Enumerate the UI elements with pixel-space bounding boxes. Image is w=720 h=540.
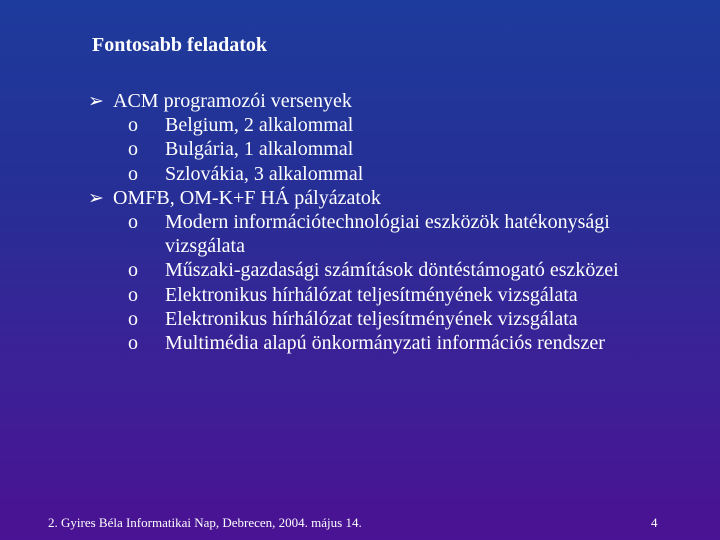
sub-bullet-marker: o xyxy=(128,211,138,234)
sub-bullet-text: Belgium, 2 alkalommal xyxy=(165,114,354,137)
sub-bullet-text: Modern információtechnológiai eszközök hatékonysági vizsgálata xyxy=(165,211,610,258)
sub-bullet xyxy=(88,331,635,355)
sub-bullet-text: Műszaki-gazdasági számítások döntéstámogató eszközei xyxy=(165,259,619,282)
arrow-bullet-icon: ➢ xyxy=(88,186,104,209)
main-bullet-omfb xyxy=(88,186,688,210)
sub-bullet-marker: o xyxy=(128,259,138,282)
sub-bullet xyxy=(88,258,635,282)
slide-title: Fontosabb feladatok xyxy=(92,34,268,56)
sub-bullet xyxy=(88,137,635,161)
sub-bullet xyxy=(88,307,635,331)
sub-bullet-marker: o xyxy=(128,332,138,355)
sub-bullet-text: Szlovákia, 3 alkalommal xyxy=(165,162,364,185)
page-number: 4 xyxy=(651,515,658,530)
sub-bullet-text: Elektronikus hírhálózat teljesítményének vizsgálata xyxy=(165,307,578,330)
sub-bullet-marker: o xyxy=(128,283,138,306)
sub-bullet-marker: o xyxy=(128,114,138,137)
main-bullet-acm xyxy=(88,89,688,113)
arrow-bullet-icon: ➢ xyxy=(88,90,104,112)
sub-bullet xyxy=(88,283,635,307)
bullet-list xyxy=(88,89,688,355)
sub-bullet-text: Multimédia alapú önkormányzati információs rendszer xyxy=(165,332,605,355)
sub-bullet-marker: o xyxy=(128,162,138,185)
sub-bullet-text: Elektronikus hírhálózat teljesítményének vizsgálata xyxy=(165,283,578,306)
sub-bullet-marker: o xyxy=(128,138,138,161)
sub-bullet xyxy=(88,210,635,258)
sub-bullet-marker: o xyxy=(128,307,138,330)
main-bullet-label: OMFB, OM-K+F HÁ pályázatok xyxy=(113,186,381,209)
sub-bullet-text: Bulgária, 1 alkalommal xyxy=(165,138,354,161)
footer-event-text: 2. Gyires Béla Informatikai Nap, Debrecen, 2004. május 14. xyxy=(48,515,362,530)
main-bullet-label: ACM programozói versenyek xyxy=(113,90,352,112)
sub-bullet xyxy=(88,113,635,137)
sub-bullet xyxy=(88,162,635,186)
